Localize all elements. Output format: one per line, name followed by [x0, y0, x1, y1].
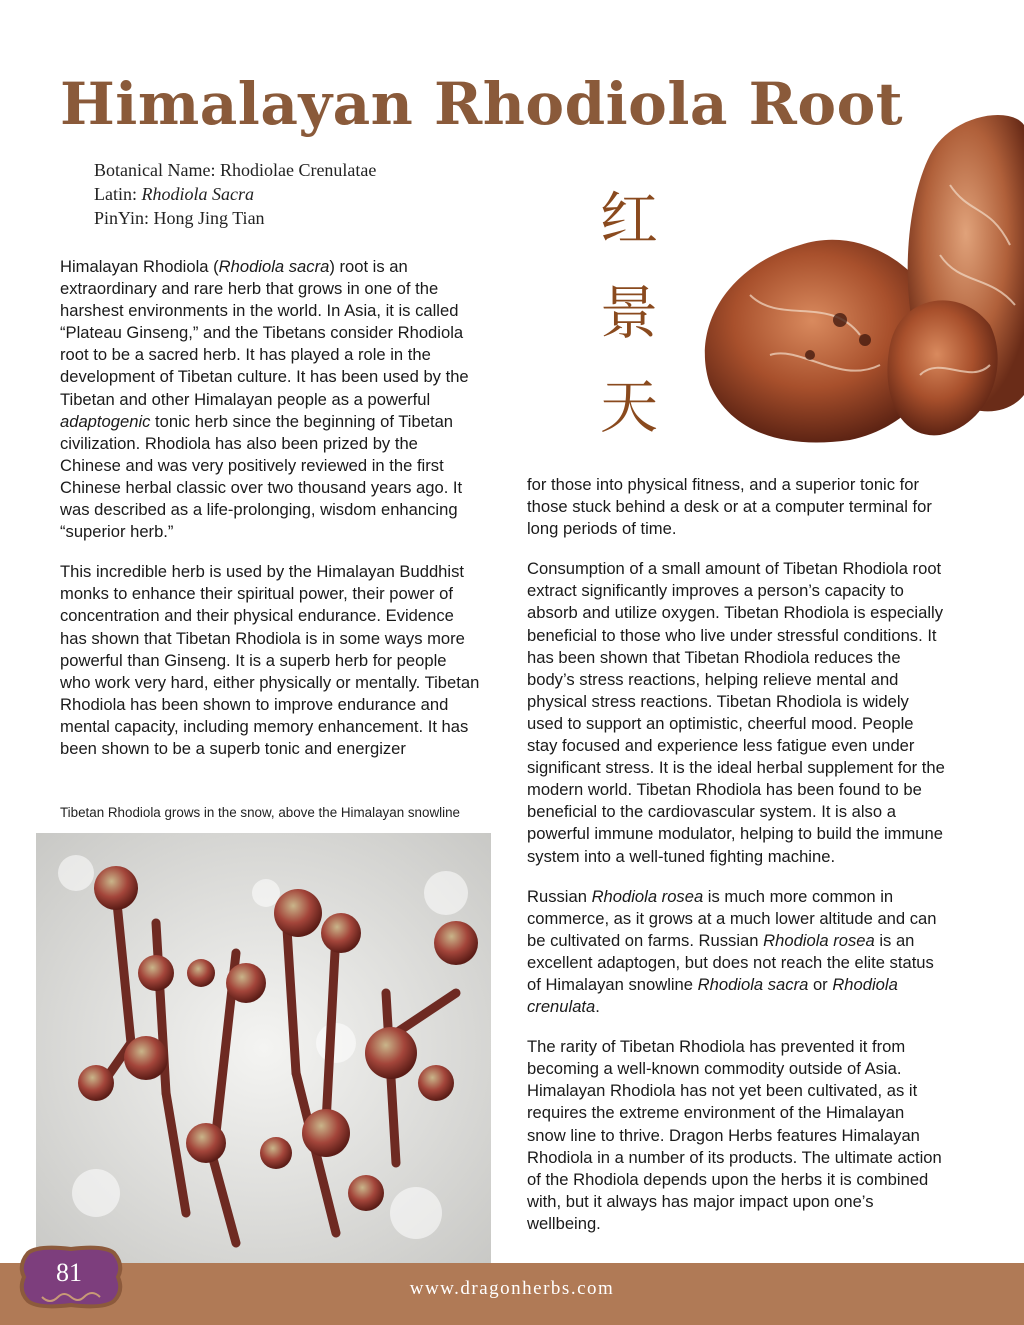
rhodiola-snow-photo: [36, 833, 491, 1263]
left-column: [60, 256, 480, 778]
rhodiola-root-image: [690, 95, 1024, 460]
chinese-char-tian: 天: [599, 373, 658, 441]
chinese-char-jing: 景: [599, 279, 658, 347]
left-paragraph-2: This incredible herb is used by the Himalayan Buddhist monks to enhance their spiritual power, their power of concentration and their physical endurance. Evidence has shown that Tibetan Rhodiola is in some ways more powerful than Ginseng. It is a superb herb for people who work very hard, either physically or mentally. Tibetan Rhodiola has been shown to improve endurance and mental capacity, including memory enhancement. It has been shown to be a superb tonic and energizer: [60, 562, 480, 758]
botanical-info: [94, 158, 376, 230]
chinese-char-hong: 红: [599, 185, 658, 253]
right-paragraph-4: The rarity of Tibetan Rhodiola has prevented it from becoming a well-known commodity outside of Asia. Himalayan Rhodiola has not yet been cultivated, as it requires the extreme environment of the Himalayan snow line to thrive. Dragon Herbs features Himalayan Rhodiola in a number of its products. The ultimate action of the Rhodiola depends upon the herbs it is combined with, but it always has major impact upon one’s wellbeing.: [527, 1037, 942, 1233]
right-paragraph-1: for those into physical fitness, and a superior tonic for those stuck behind a desk or at a computer terminal for long periods of time.: [527, 475, 932, 539]
page-title: Himalayan Rhodiola Root: [60, 70, 904, 138]
right-paragraph-2: Consumption of a small amount of Tibetan Rhodiola root extract significantly improves a person’s capacity to absorb and utilize oxygen. Tibetan Rhodiola is especially beneficial to those who live under stressful conditions. It has been shown that Tibetan Rhodiola reduces the body’s stress reactions, helping relieve mental and physical stress reactions. Tibetan Rhodiola is widely used to support an optimistic, cheerful mood. People stay focused and experience less fatigue even under significant stress. It is the ideal herbal supplement for the modern world. Tibetan Rhodiola has been found to be beneficial to the cardiovascular system. It is also a powerful immune modulator, helping to build the immune system into a well-tuned fighting machine.: [527, 559, 945, 866]
right-column: [527, 474, 947, 1253]
left-paragraph-1: Himalayan Rhodiola (Rhodiola sacra) root is an extraordinary and rare herb that grows in one of the harshest environments in the world. In Asia, it is called “Plateau Ginseng,” and the Tibetans consider Rhodiola root to be a sacred herb. It has played a role in the development of Tibetan culture. It has been used by the Tibetan and other Himalayan people as a powerful adaptogenic tonic herb since the beginning of Tibetan civilization. Rhodiola has also been prized by the Chinese and was very positively reviewed in the first Chinese herbal classic over two thousand years ago. It was described as a life-prolonging, wisdom enhancing “superior herb.”: [60, 257, 469, 542]
page-number: 81: [56, 1258, 82, 1287]
latin-name: Latin: Rhodiola Sacra: [94, 184, 254, 204]
pinyin-name: PinYin: Hong Jing Tian: [94, 208, 265, 228]
footer-url[interactable]: www.dragonherbs.com: [409, 1278, 615, 1299]
chinese-characters: [593, 172, 665, 454]
right-paragraph-3: Russian Rhodiola rosea is much more common in commerce, as it grows at a much lower altitude and can be cultivated on farms. Russian Rhodiola rosea is an excellent adaptogen, but does not reach the elite status of Himalayan snowline Rhodiola sacra or Rhodiola crenulata.: [527, 886, 937, 1017]
botanical-name: Botanical Name: Rhodiolae Crenulatae: [94, 160, 377, 180]
photo-caption: Tibetan Rhodiola grows in the snow, above the Himalayan snowline: [60, 805, 460, 820]
